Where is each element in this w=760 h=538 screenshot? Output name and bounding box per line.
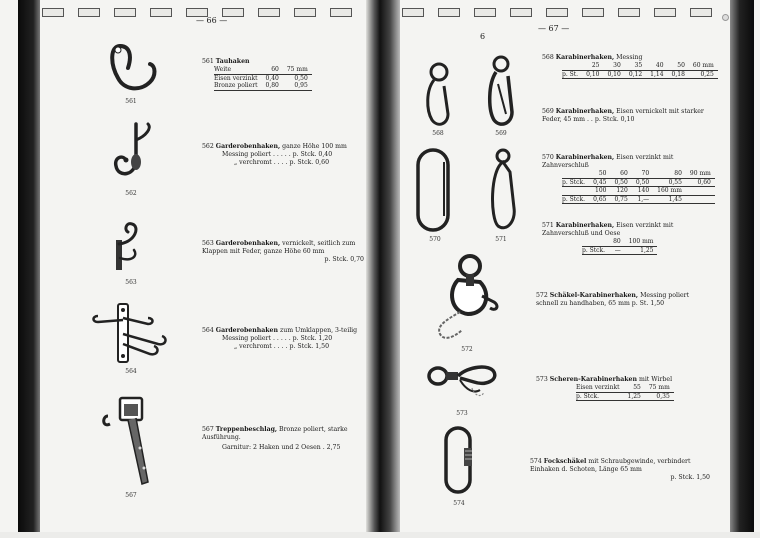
figure-label-561: 561 [125,98,137,105]
price-table-573: Eisen verzinkt 55 75 mm p. Stck. 1,25 0,35 [576,384,674,401]
right-page-number: — 67 — [538,24,570,33]
entry-573: 573 Scheren-Karabinerhaken mit Wirbel Eisen verzinkt 55 75 mm p. Stck. 1,25 0,35 [536,376,673,400]
entry-570: 570 Karabinerhaken, Eisen verzinkt mit Zahnverschluß 50 60 70 80 90 mm p. Stck. 0,45 0,50 0,50 0,55 0,60 100 120 140 160 mm p. Stck. 0,65 0,75 1,— 1,45 [542,154,712,204]
gutter-right-shadow [380,0,400,538]
price-table-561: Weite 60 75 mm Eisen verzinkt 0,40 0,50 Bronze poliert 0,80 0,95 [214,66,312,91]
figure-label-568: 568 [432,130,444,137]
entry-572: 572 Schäkel-Karabinerhaken, Messing poliert schnell zu handhaben, 65 mm p. St. 1,50 [536,292,690,307]
folding-hook-figure [108,222,148,276]
rope-hook-figure [104,38,160,96]
figure-label-573: 573 [456,410,468,417]
coat-hook-figure [110,120,158,188]
gutter-left-shadow [366,0,380,538]
carabiner-571-figure [486,148,520,232]
left-edge-shadow [18,0,40,538]
figure-label-571: 571 [495,236,507,243]
entry-563: 563 Garderobenhaken, vernickelt, seitlich zum Klappen mit Feder, ganze Höhe 60 mm p. Stck. 0,70 [202,240,364,263]
right-corner-mark: 6 [480,32,486,41]
entry-569: 569 Karabinerhaken, Eisen vernickelt mit starker Feder, 45 mm . . p. Stck. 0,10 [542,108,704,123]
right-edge-shadow [730,0,754,538]
fock-shackle-figure [442,424,476,498]
stair-fitting-figure [100,394,160,488]
price-table-568: 25 30 35 40 50 60 mm p. St. 0,10 0,10 0,12 1,14 0,18 0,25 [562,62,718,79]
figure-label-572: 572 [461,346,473,353]
top-tab-row [40,8,730,16]
entry-568: 568 Karabinerhaken, Messing 25 30 35 40 50 60 mm p. St. 0,10 0,10 0,12 1,14 0,18 0,25 [542,54,712,79]
entry-name: Tauhaken [215,58,250,65]
carabiner-570-figure [414,146,454,234]
left-page-number: — 66 — [196,16,228,25]
entry-574: 574 Fockschäkel mit Schraubgewinde, verbindert Einhaken d. Schoten, Länge 65 mm p. Stck. 1,50 [530,458,710,481]
entry-number: 561 [202,58,214,65]
shackle-carabiner-figure [430,250,504,344]
bottom-edge [0,532,760,538]
figure-label-567: 567 [125,492,137,499]
price-table-571: 80 100 mm p. Stck. — 1,25 [582,238,657,255]
scissor-carabiner-figure [424,358,498,408]
figure-label-574: 574 [453,500,465,507]
carabiner-568-figure [422,60,456,130]
entry-564: 564 Garderobenhaken zum Umklappen, 3-teilig Messing poliert . . . . . p. Stck. 1,20 „ verchromt . . . . p. Stck. 1,50 [202,327,358,350]
entry-567: 567 Treppenbeschlag, Bronze poliert, starke Ausführung. Garnitur: 2 Haken und 2 Oesen . 2,75 [202,426,348,451]
figure-label-564: 564 [125,368,137,375]
entry-562: 562 Garderobenhaken, ganze Höhe 100 mm Messing poliert . . . . . p. Stck. 0,40 „ verchromt . . . . p. Stck. 0,60 [202,143,347,166]
price-table-570: 50 60 70 80 90 mm p. Stck. 0,45 0,50 0,50 0,55 0,60 100 120 140 160 mm p. Stck. 0,65 0,75 1,— 1,45 [562,170,715,204]
punch-hole [722,14,729,21]
entry-571: 571 Karabinerhaken, Eisen verzinkt mit Zahnverschluß und Oese 80 100 mm p. Stck. — 1,25 [542,222,674,254]
figure-label-570: 570 [429,236,441,243]
triple-hook-figure [88,300,176,364]
entry-561 [202,58,362,91]
figure-label-569: 569 [495,130,507,137]
figure-label-563: 563 [125,279,137,286]
carabiner-569-figure [484,54,518,130]
figure-label-562: 562 [125,190,137,197]
